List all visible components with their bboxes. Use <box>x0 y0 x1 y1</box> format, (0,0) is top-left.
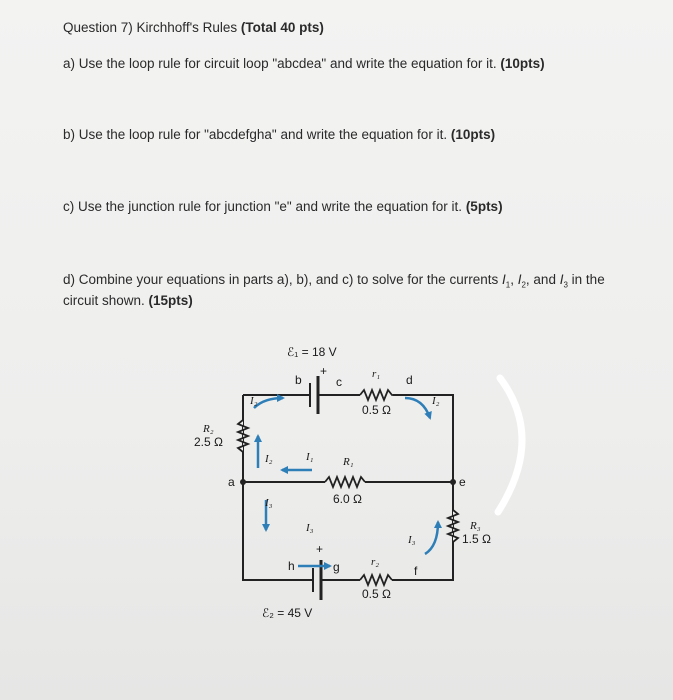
part-d-prompt-line1: d) Combine your equations in parts a), b), and c) to solve for the currents $I_1$, $I_2$, and $I_3$ in the <box>63 272 605 290</box>
node-f-label: f <box>414 564 418 578</box>
i2-label-top-left: I₂ <box>250 395 258 407</box>
resistor-R1 <box>325 477 365 487</box>
R2-value: 2.5 Ω <box>194 435 223 449</box>
part-d-prompt-line2: circuit shown. (15pts) <box>63 293 193 308</box>
i2-label-top-right: I₂ <box>432 395 440 407</box>
i2-label-left: I₂ <box>265 453 273 465</box>
emf2-label: ℰ₂ = 45 V <box>262 606 313 620</box>
R1-symbol: R₁ <box>343 456 354 468</box>
part-c-prompt: c) Use the junction rule for junction "e" and write the equation for it. (5pts) <box>63 199 503 214</box>
i3-label-right: I₃ <box>408 534 416 546</box>
resistor-r2 <box>360 575 392 585</box>
node-a-dot <box>240 479 246 485</box>
battery-emf1 <box>305 376 330 414</box>
node-a-label: a <box>228 475 235 489</box>
R3-symbol: R₃ <box>470 520 481 532</box>
node-c-label: c <box>336 375 342 389</box>
resistor-R3 <box>448 510 458 542</box>
arrow-i2-top-right <box>405 398 430 418</box>
r2-symbol: r₂ <box>371 556 380 568</box>
R2-symbol: R₂ <box>203 423 214 435</box>
part-a-prompt: a) Use the loop rule for circuit loop "abcdea" and write the equation for it. (10pts) <box>63 56 545 71</box>
R1-value: 6.0 Ω <box>333 492 362 506</box>
emf1-label: ℰ₁ = 18 V <box>287 345 337 359</box>
emf1-plus-sign: + <box>320 364 328 378</box>
node-h-label: h <box>288 559 295 573</box>
node-b-label: b <box>295 373 302 387</box>
r1-symbol: r₁ <box>372 368 381 380</box>
i3-label-left: I₃ <box>265 497 273 509</box>
i1-label: I₁ <box>306 451 314 463</box>
node-e-dot <box>450 479 456 485</box>
question-title: Question 7) Kirchhoff's Rules (Total 40 pts) <box>63 20 324 35</box>
i3-label-bottom: I₃ <box>306 522 314 534</box>
r1-value: 0.5 Ω <box>362 403 391 417</box>
circuit-wires <box>243 395 453 580</box>
arrow-i3-right <box>425 522 438 554</box>
circuit-diagram <box>150 330 540 630</box>
node-d-label: d <box>406 373 413 387</box>
r2-value: 0.5 Ω <box>362 587 391 601</box>
node-e-label: e <box>459 475 466 489</box>
emf2-plus-sign: + <box>316 542 324 556</box>
resistor-r1 <box>360 390 393 400</box>
resistor-R2 <box>238 420 248 452</box>
node-g-label: g <box>333 560 340 574</box>
part-b-prompt: b) Use the loop rule for "abcdefgha" and write the equation for it. (10pts) <box>63 127 496 142</box>
arrow-i2-top-left <box>254 398 283 408</box>
R3-value: 1.5 Ω <box>462 532 491 546</box>
margin-swoosh-mark <box>498 378 522 512</box>
